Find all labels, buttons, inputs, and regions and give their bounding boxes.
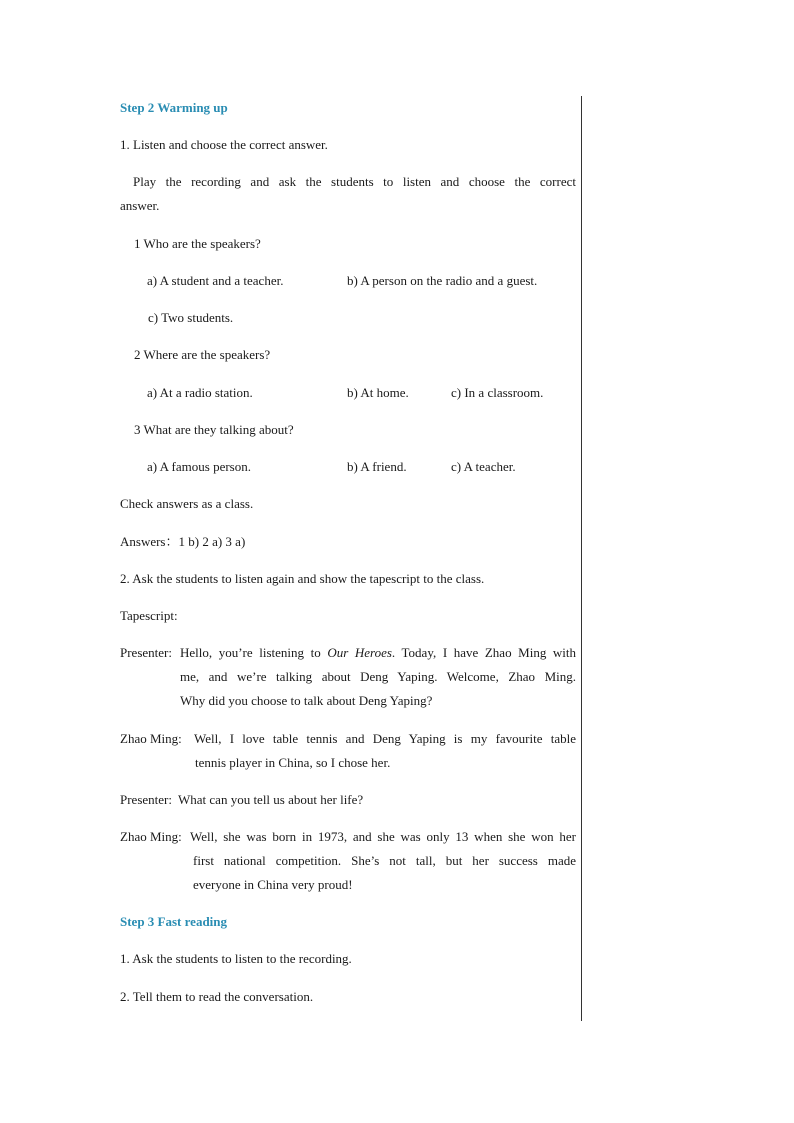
step3-heading: Step 3 Fast reading	[120, 914, 228, 929]
q1-option-c: c) Two students.	[148, 310, 234, 325]
zhao-ming-2-line-2: first national competition. She’s not tall, but her success made	[193, 853, 576, 868]
answers-key: Answers：1 b) 2 a) 3 a)	[120, 534, 246, 549]
step2-intro-line1: Play the recording and ask the students to listen and choose the correct	[133, 174, 576, 189]
page-border-line	[581, 96, 582, 1021]
zhao-ming-2-line-1: Well, she was born in 1973, and she was only 13 when she won her	[190, 829, 576, 844]
q1-option-a: a) A student and a teacher.	[147, 273, 284, 288]
presenter-2-line-1: What can you tell us about her life?	[178, 792, 364, 807]
step3-item1: 1. Ask the students to listen to the recording.	[120, 951, 352, 966]
presenter-1-line-1: Hello, you’re listening to Our Heroes. Today, I have Zhao Ming with	[180, 645, 577, 660]
check-answers-text: Check answers as a class.	[120, 496, 254, 511]
tapescript-label: Tapescript:	[120, 608, 178, 623]
q3-option-c: c) A teacher.	[451, 459, 516, 474]
presenter-1-line-3: Why did you choose to talk about Deng Yaping?	[180, 693, 433, 708]
q3-option-b: b) A friend.	[347, 459, 407, 474]
speaker-presenter-2: Presenter:	[120, 792, 172, 807]
q2-option-b: b) At home.	[347, 385, 409, 400]
presenter-1-line-2: me, and we’re talking about Deng Yaping. Welcome, Zhao Ming.	[180, 669, 576, 684]
step2-item2: 2. Ask the students to listen again and show the tapescript to the class.	[120, 571, 485, 586]
q2-option-a: a) At a radio station.	[147, 385, 253, 400]
step2-intro-line2: answer.	[120, 198, 160, 213]
q3-option-a: a) A famous person.	[147, 459, 251, 474]
speaker-presenter-1: Presenter:	[120, 645, 172, 660]
step2-item1: 1. Listen and choose the correct answer.	[120, 137, 328, 152]
speaker-zhao-ming-1: Zhao Ming:	[120, 731, 182, 746]
zhao-ming-1-line-1: Well, I love table tennis and Deng Yaping is my favourite table	[194, 731, 576, 746]
step3-item2: 2. Tell them to read the conversation.	[120, 989, 314, 1004]
step2-heading: Step 2 Warming up	[120, 100, 228, 115]
q2-option-c: c) In a classroom.	[451, 385, 544, 400]
question-3: 3 What are they talking about?	[134, 422, 294, 437]
zhao-ming-2-line-3: everyone in China very proud!	[193, 877, 353, 892]
question-1: 1 Who are the speakers?	[134, 236, 261, 251]
question-2: 2 Where are the speakers?	[134, 347, 271, 362]
show-title: Our Heroes	[327, 645, 392, 660]
speaker-zhao-ming-2: Zhao Ming:	[120, 829, 182, 844]
zhao-ming-1-line-2: tennis player in China, so I chose her.	[195, 755, 391, 770]
q1-option-b: b) A person on the radio and a guest.	[347, 273, 538, 288]
